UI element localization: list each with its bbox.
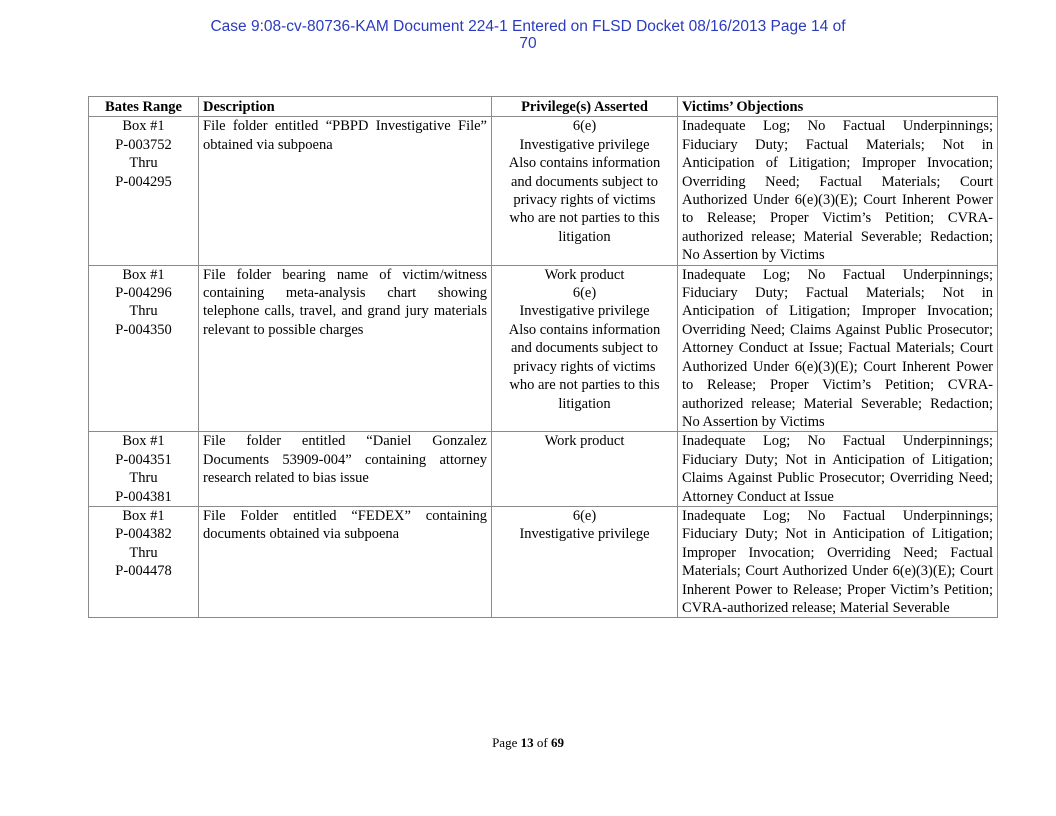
bates-range-line: Thru [129, 303, 158, 320]
bates-range-cell [89, 117, 199, 265]
docket-header-line-1: Case 9:08-cv-80736-KAM Document 224-1 Entered on FLSD Docket 08/16/2013 Page 14 of [210, 18, 846, 35]
footer-page-total: 69 [550, 735, 564, 750]
bates-range-cell [89, 432, 199, 507]
victims-objections-cell: Inadequate Log; No Factual Underpinnings; Fiduciary Duty; Not in Anticipation of Litigation; Improper Invocation; Overriding Need; Factual Materials; Court Authorized Under 6(e)(3)(E); Court Inherent Power to Release; Proper Victim’s Petition; CVRA-authorized release; Material Severable [678, 506, 998, 617]
privilege-line: privacy rights of victims [513, 358, 656, 375]
bates-range-line: Box #1 [122, 433, 165, 450]
victims-objections-cell: Inadequate Log; No Factual Underpinnings; Fiduciary Duty; Factual Materials; Not in Anticipation of Litigation; Improper Invocation; Overriding Need; Claims Against Public Prosecutor; Attorney Conduct at Issue; Factual Materials; Court Authorized Under 6(e)(3)(E); Court Inherent Power to Release; Proper Victim’s Petition; CVRA-authorized release; Material Severable; Redaction; No Assertion by Victims [678, 265, 998, 432]
privilege-line: Investigative privilege [519, 303, 650, 320]
bates-range-line: P-004478 [115, 563, 172, 580]
docket-header [0, 18, 1056, 52]
privilege-line: 6(e) [572, 118, 597, 135]
privilege-line: privacy rights of victims [513, 192, 656, 209]
footer-page-number: 13 [520, 735, 534, 750]
description-cell: File folder entitled “Daniel Gonzalez Documents 53909-004” containing attorney research related to bias issue [199, 432, 492, 507]
footer-of: of [533, 735, 551, 750]
description-cell: File folder bearing name of victim/witness containing meta-analysis chart showing telephone calls, travel, and grand jury materials relevant to possible charges [199, 265, 492, 432]
privilege-line: 6(e) [572, 507, 597, 524]
bates-range-line: P-004350 [115, 321, 172, 338]
bates-range-line: P-004296 [115, 285, 172, 302]
privilege-line: litigation [558, 395, 611, 412]
privilege-line: Investigative privilege [519, 526, 650, 543]
bates-range-cell [89, 506, 199, 617]
privilege-line: Work product [544, 433, 625, 450]
table-row [89, 117, 998, 265]
description-cell: File Folder entitled “FEDEX” containing documents obtained via subpoena [199, 506, 492, 617]
privilege-line: Investigative privilege [519, 136, 650, 153]
privileges-asserted-cell [492, 117, 678, 265]
page-footer [0, 735, 1056, 751]
privilege-line: 6(e) [572, 285, 597, 302]
footer-page-prefix: Page [492, 735, 521, 750]
table-body [89, 117, 998, 618]
bates-range-cell [89, 265, 199, 432]
bates-range-line: P-004382 [115, 526, 172, 543]
bates-range-line: Thru [129, 155, 158, 172]
bates-range-line: P-003752 [115, 136, 172, 153]
bates-range-line: Thru [129, 470, 158, 487]
privilege-line: who are not parties to this [509, 377, 660, 394]
privilege-line: and documents subject to [511, 173, 658, 190]
table-header-row [89, 97, 998, 117]
privileges-asserted-cell [492, 265, 678, 432]
privilege-line: Also contains information [508, 155, 661, 172]
privilege-line: Also contains information [508, 321, 661, 338]
description-cell: File folder entitled “PBPD Investigative File” obtained via subpoena [199, 117, 492, 265]
column-header-bates-range: Bates Range [89, 97, 199, 117]
table-row [89, 265, 998, 432]
privilege-line: who are not parties to this [509, 210, 660, 227]
privileges-asserted-cell [492, 506, 678, 617]
privileges-asserted-cell [492, 432, 678, 507]
table-row [89, 506, 998, 617]
table-row [89, 432, 998, 507]
privilege-line: and documents subject to [511, 340, 658, 357]
privilege-line: Work product [544, 266, 625, 283]
victims-objections-cell: Inadequate Log; No Factual Underpinnings; Fiduciary Duty; Factual Materials; Not in Anticipation of Litigation; Improper Invocation; Overriding Need; Factual Materials; Court Authorized Under 6(e)(3)(E); Court Inherent Power to Release; Proper Victim’s Petition; CVRA-authorized release; Material Severable; Redaction; No Assertion by Victims [678, 117, 998, 265]
bates-range-line: P-004295 [115, 173, 172, 190]
privilege-line: litigation [558, 228, 611, 245]
column-header-victims-objections: Victims’ Objections [678, 97, 998, 117]
bates-range-line: P-004381 [115, 488, 172, 505]
bates-range-line: Box #1 [122, 266, 165, 283]
docket-header-line-2: 70 [519, 35, 537, 52]
victims-objections-cell: Inadequate Log; No Factual Underpinnings; Fiduciary Duty; Not in Anticipation of Litigation; Claims Against Public Prosecutor; Overriding Need; Attorney Conduct at Issue [678, 432, 998, 507]
column-header-privileges-asserted: Privilege(s) Asserted [492, 97, 678, 117]
column-header-description: Description [199, 97, 492, 117]
bates-range-line: Box #1 [122, 507, 165, 524]
bates-range-line: Box #1 [122, 118, 165, 135]
bates-range-line: Thru [129, 544, 158, 561]
bates-range-line: P-004351 [115, 451, 172, 468]
privilege-log-table [88, 96, 998, 618]
